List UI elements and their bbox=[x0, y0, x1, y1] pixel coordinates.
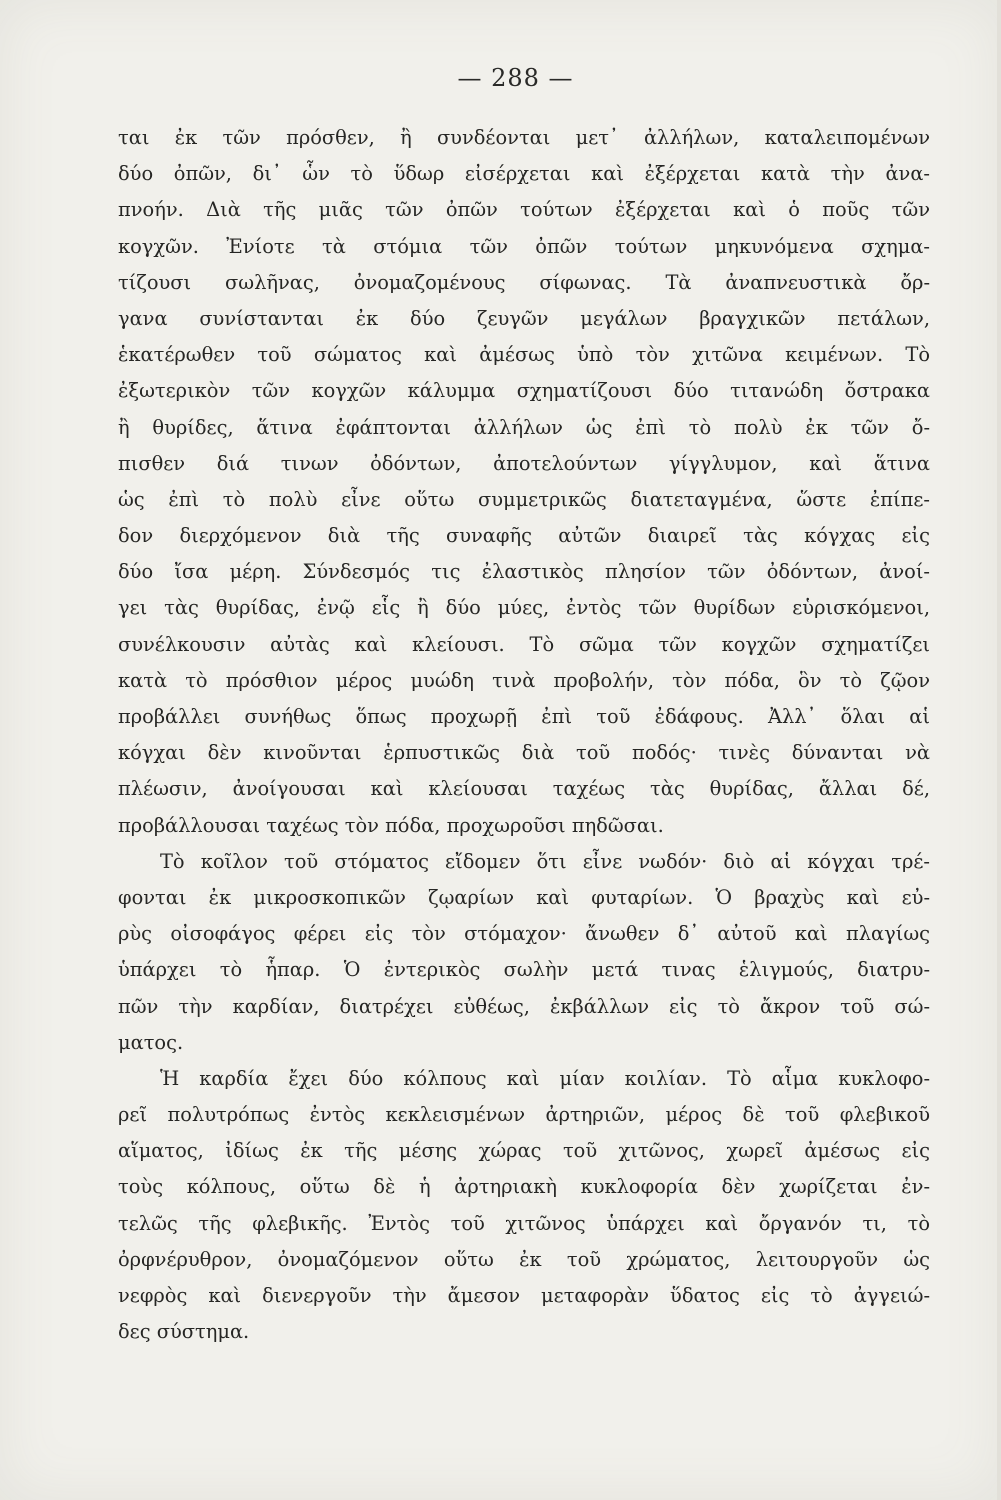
page-edge bbox=[997, 0, 1001, 1500]
text-line: ἢ θυρίδες, ἅτινα ἐφάπτονται ἀλλήλων ὡς ἐπὶ τὸ πολὺ ἐκ τῶν ὄ- bbox=[118, 415, 930, 439]
text-line: πισθεν διά τινων ὀδόντων, ἀποτελούντων γίγγλυμον, καὶ ἅτινα bbox=[118, 451, 930, 475]
text-line: δύο ἴσα μέρη. Σύνδεσμός τις ἐλαστικὸς πλησίον τῶν ὀδόντων, ἀνοί- bbox=[118, 560, 930, 584]
text-line: γει τὰς θυρίδας, ἐνῷ εἷς ἢ δύο μύες, ἐντὸς τῶν θυρίδων εὑρισκόμενοι, bbox=[118, 596, 930, 620]
text-line: δον διερχόμενον διὰ τῆς συναφῆς αὐτῶν διαιρεῖ τὰς κόγχας εἰς bbox=[118, 524, 930, 548]
body-text bbox=[118, 120, 930, 1350]
text-line: ὑπάρχει τὸ ἧπαρ. Ὁ ἐντερικὸς σωλὴν μετά τινας ἑλιγμούς, διατρυ- bbox=[118, 958, 930, 982]
text-line: αἵματος, ἰδίως ἐκ τῆς μέσης χώρας τοῦ χιτῶνος, χωρεῖ ἀμέσως εἰς bbox=[118, 1139, 930, 1163]
text-line: Ἡ καρδία ἔχει δύο κόλπους καὶ μίαν κοιλίαν. Τὸ αἷμα κυκλοφο- bbox=[160, 1066, 930, 1090]
text-line: δες σύστημα. bbox=[118, 1320, 250, 1344]
text-line: ρεῖ πολυτρόπως ἐντὸς κεκλεισμένων ἀρτηριῶν, μέρος δὲ τοῦ φλεβικοῦ bbox=[118, 1103, 930, 1127]
text-line: συνέλκουσιν αὐτὰς καὶ κλείουσι. Τὸ σῶμα τῶν κογχῶν σχηματίζει bbox=[118, 632, 930, 656]
text-line: προβάλλει συνήθως ὅπως προχωρῇ ἐπὶ τοῦ ἐδάφους. Ἀλλ᾽ ὅλαι αἱ bbox=[118, 705, 930, 728]
text-line: κατὰ τὸ πρόσθιον μέρος μυώδη τινὰ προβολήν, τὸν πόδα, ὃν τὸ ζῷον bbox=[118, 668, 930, 692]
text-line: ται ἐκ τῶν πρόσθεν, ἢ συνδέονται μετ᾽ ἀλλήλων, καταλειπομένων bbox=[118, 126, 930, 149]
text-line: νεφρὸς καὶ διενεργοῦν τὴν ἄμεσον μεταφορὰν ὕδατος εἰς τὸ ἀγγειώ- bbox=[118, 1284, 930, 1307]
text-line: προβάλλουσαι ταχέως τὸν πόδα, προχωροῦσι πηδῶσαι. bbox=[118, 813, 664, 837]
text-line: κόγχαι δὲν κινοῦνται ἑρπυστικῶς διὰ τοῦ ποδός· τινὲς δύνανται νὰ bbox=[118, 741, 930, 765]
text-line: τίζουσι σωλῆνας, ὀνομαζομένους σίφωνας. Τὰ ἀναπνευστικὰ ὄρ- bbox=[118, 270, 930, 294]
text-line: πλέωσιν, ἀνοίγουσαι καὶ κλείουσαι ταχέως τὰς θυρίδας, ἄλλαι δέ, bbox=[118, 777, 930, 801]
text-line: πῶν τὴν καρδίαν, διατρέχει εὐθέως, ἐκβάλλων εἰς τὸ ἄκρον τοῦ σώ- bbox=[118, 994, 930, 1018]
text-line: γανα συνίστανται ἐκ δύο ζευγῶν μεγάλων βραγχικῶν πετάλων, bbox=[118, 306, 930, 330]
text-line: ἐξωτερικὸν τῶν κογχῶν κάλυμμα σχηματίζουσι δύο τιτανώδη ὄστρακα bbox=[118, 379, 930, 403]
text-line: τοὺς κόλπους, οὕτω δὲ ἡ ἀρτηριακὴ κυκλοφορία δὲν χωρίζεται ἐν- bbox=[118, 1175, 930, 1199]
text-line: φονται ἐκ μικροσκοπικῶν ζῳαρίων καὶ φυταρίων. Ὁ βραχὺς καὶ εὐ- bbox=[118, 885, 930, 909]
text-line: ὡς ἐπὶ τὸ πολὺ εἶνε οὕτω συμμετρικῶς διατεταγμένα, ὥστε ἐπίπε- bbox=[118, 487, 930, 511]
text-line: ματος. bbox=[118, 1030, 184, 1054]
text-line: Τὸ κοῖλον τοῦ στόματος εἴδομεν ὅτι εἶνε νωδόν· διὸ αἱ κόγχαι τρέ- bbox=[160, 849, 930, 873]
text-line: τελῶς τῆς φλεβικῆς. Ἐντὸς τοῦ χιτῶνος ὑπάρχει καὶ ὄργανόν τι, τὸ bbox=[118, 1211, 930, 1235]
page-number: — 288 — bbox=[457, 64, 574, 92]
text-line: πνοήν. Διὰ τῆς μιᾶς τῶν ὀπῶν τούτων ἐξέρχεται καὶ ὁ ποῦς τῶν bbox=[118, 198, 930, 222]
text-line: κογχῶν. Ἐνίοτε τὰ στόμια τῶν ὀπῶν τούτων μηκυνόμενα σχημα- bbox=[118, 234, 930, 258]
text-line: ρὺς οἰσοφάγος φέρει εἰς τὸν στόμαχον· ἄνωθεν δ᾽ αὐτοῦ καὶ πλαγίως bbox=[118, 922, 930, 946]
text-line: ὀρφνέρυθρον, ὀνομαζόμενον οὕτω ἐκ τοῦ χρώματος, λειτουργοῦν ὡς bbox=[118, 1247, 930, 1271]
text-line: ἑκατέρωθεν τοῦ σώματος καὶ ἀμέσως ὑπὸ τὸν χιτῶνα κειμένων. Τὸ bbox=[118, 343, 930, 367]
text-line: δύο ὀπῶν, δι᾽ ὧν τὸ ὕδωρ εἰσέρχεται καὶ ἐξέρχεται κατὰ τὴν ἀνα- bbox=[118, 162, 930, 186]
